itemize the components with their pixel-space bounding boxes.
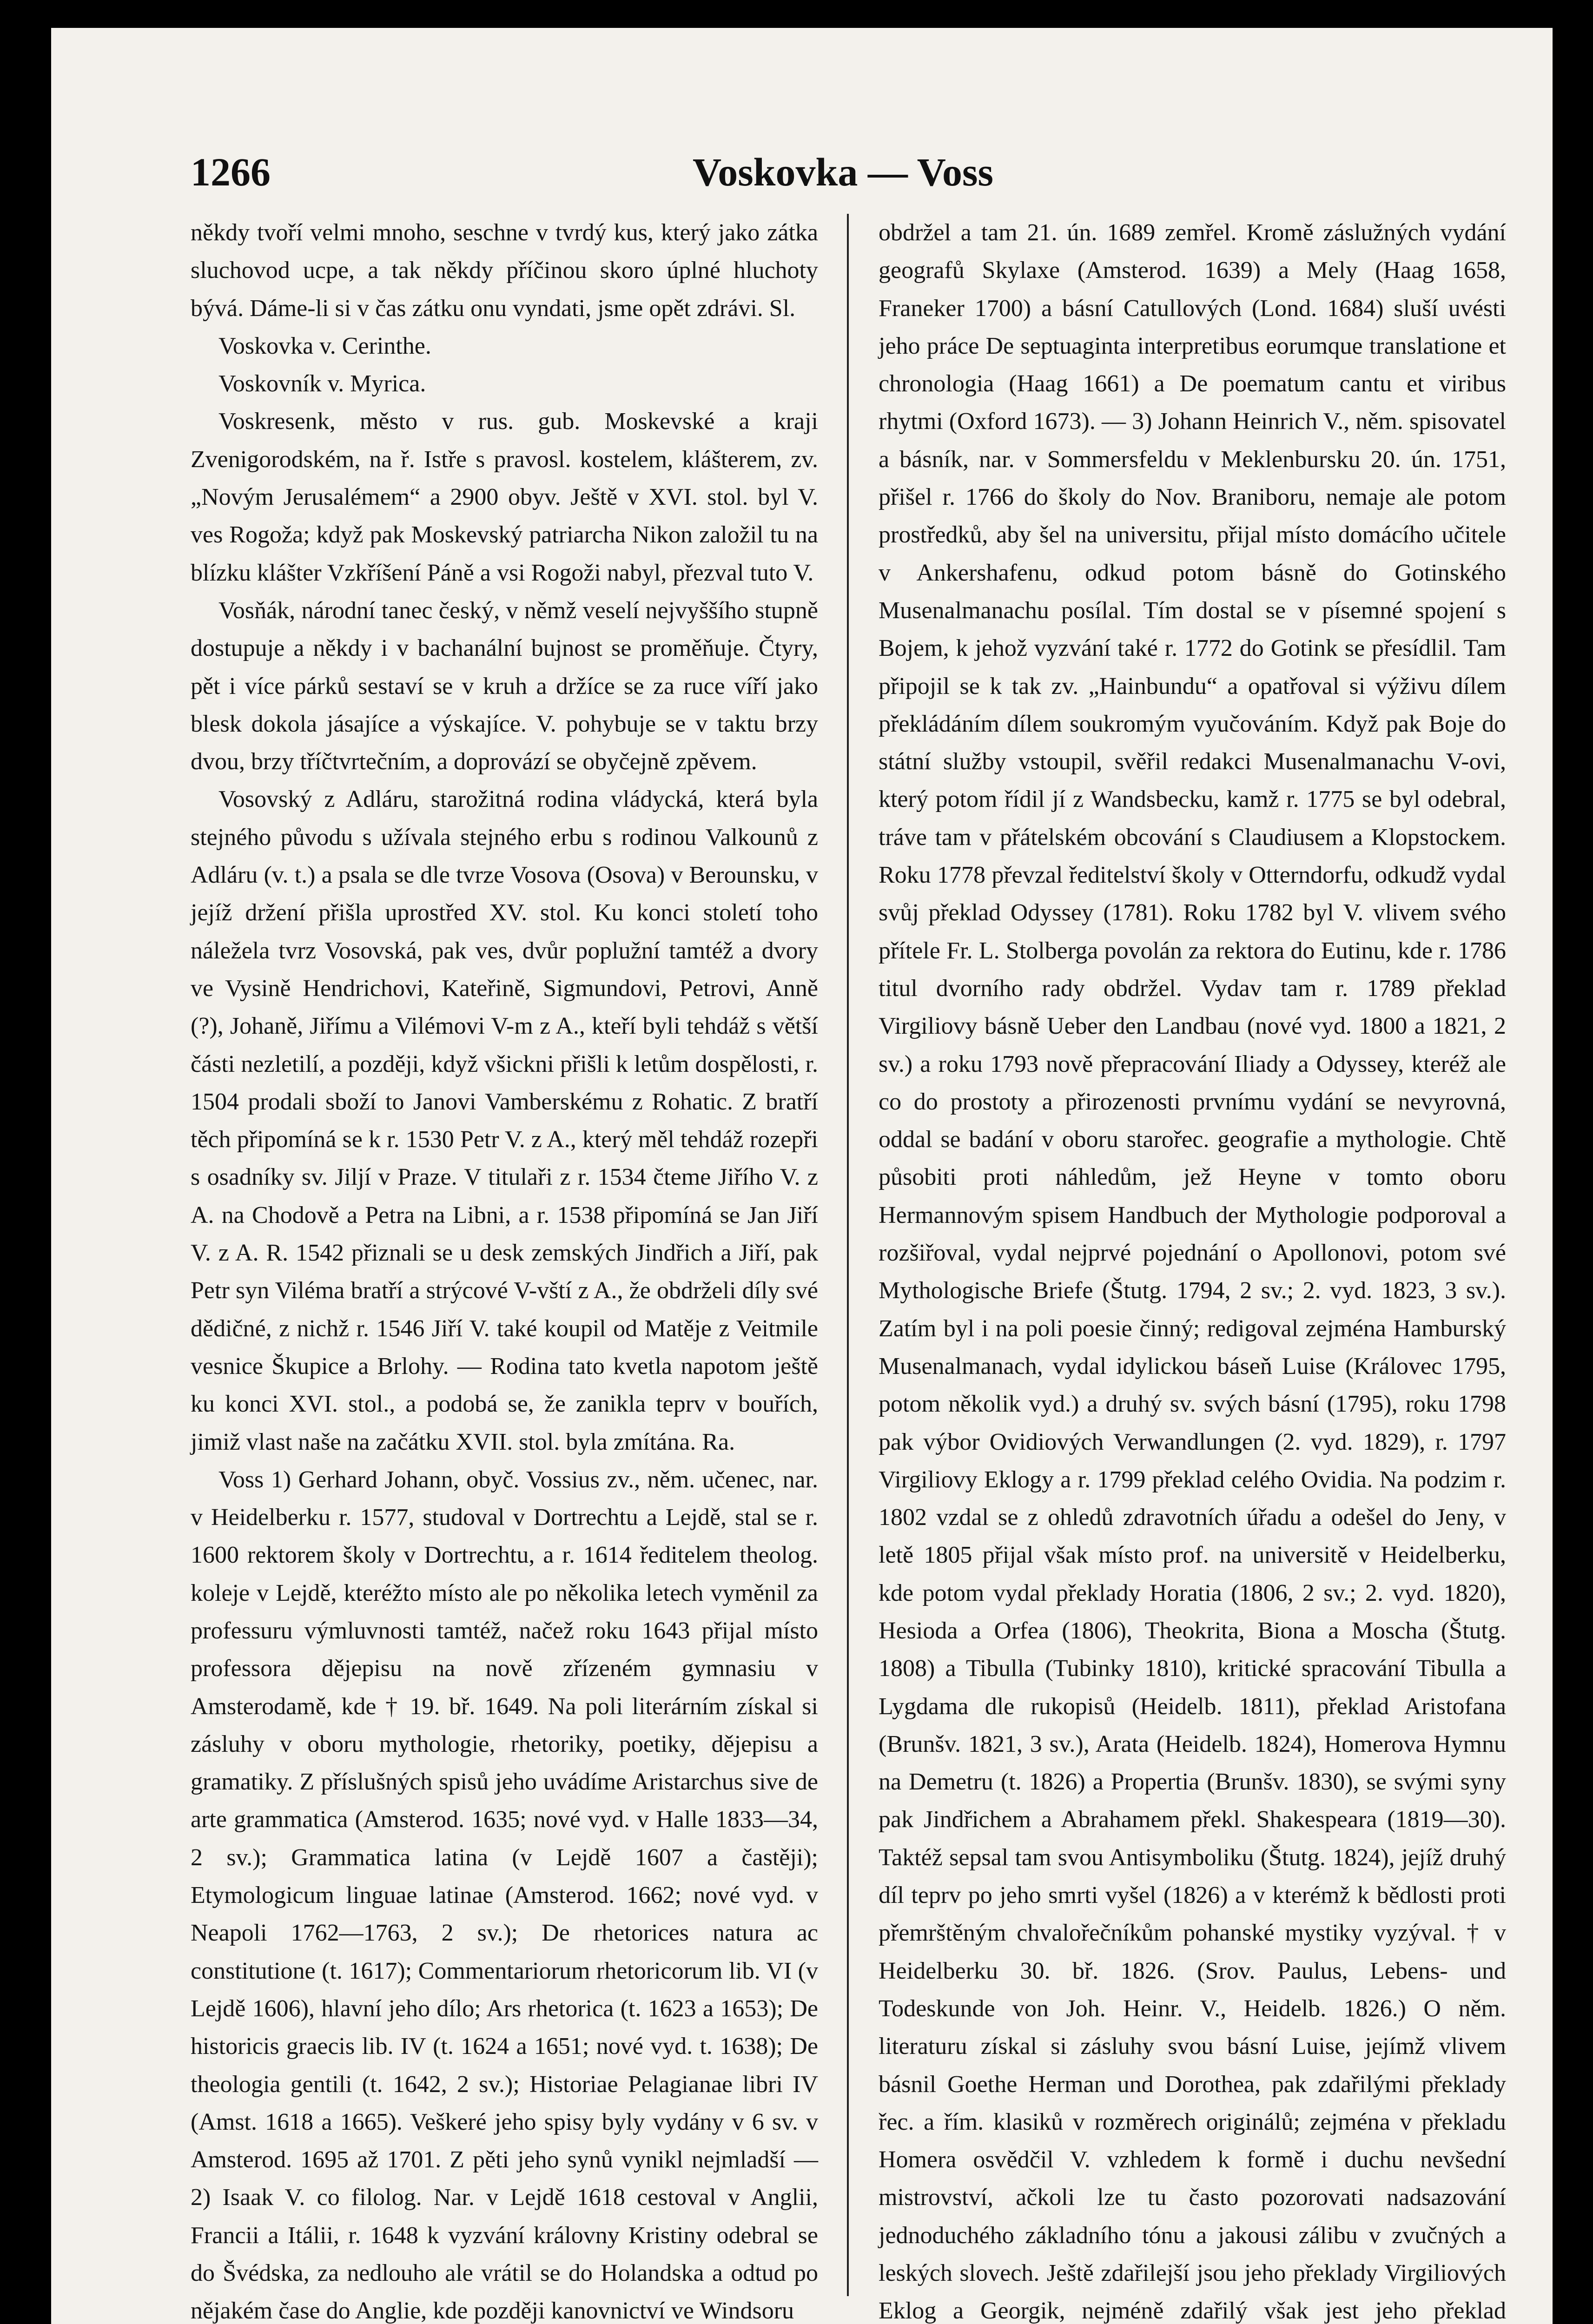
paragraph-continuation: někdy tvoří velmi mnoho, seschne v tvrdý kus, který jako zátka sluchovod ucpe, a tak někdy příčinou skoro úplné hluchoty bývá. Dáme-li si v čas zátku onu vyndati, jsme opět zdrávi. Sl. (191, 219, 818, 322)
entry-voskresensk: Voskresenk, město v rus. gub. Moskevské a kraji Zvenigorodském, na ř. Istře s pravosl. kostelem, klášterem, zv. „Novým Jerusalémem“ a 2900 obyv. Ještě v XVI. stol. byl V. ves Rogoža; když pak Moskevský patriarcha Nikon založil tu na blízku klášter Vzkříšení Páně a vsi Rogoži nabyl, přezval tuto V. (191, 408, 818, 586)
entry-voskovnik: Voskovník v. Myrica. (218, 370, 426, 397)
text-columns (191, 214, 1520, 2324)
paragraph-continuation-right: obdržel a tam 21. ún. 1689 zemřel. Kromě záslužných vydání geografů Skylaxe (Amsterod. 1639) a Mely (Haag 1658, Franeker 1700) a básní Catullových (Lond. 1684) sluší uvésti jeho práce De septuaginta interpretibus eorumque translatione et chronologia (Haag 1661) a De poematum cantu et viribus rhytmi (Oxford 1673). — 3) Johann Heinrich V., něm. spisovatel a básník, nar. v Sommersfeldu v Meklenbursku 20. ún. 1751, přišel r. 1766 do školy do Nov. Braniboru, nemaje ale potom prostředků, aby šel na universitu, přijal místo domácího učitele v Ankershafenu, odkud potom básně do Gotinského Musenalmanachu posílal. Tím dostal se v písemné spojení s Bojem, k jehož vyzvání také r. 1772 do Gotink se přesídlil. Tam připojil se k tak zv. „Hainbundu“ a opatřoval si výživu dílem překládáním dílem soukromým vyučováním. Když pak Boje do státní služby vstoupil, svěřil redakci Musenalmanachu V-ovi, který potom řídil jí z Wandsbecku, kamž r. 1775 se byl odebral, tráve tam v přátelském obcování s Claudiusem a Klopstockem. Roku 1778 převzal ředitelství školy v Otterndorfu, odkudž vydal svůj překlad Odyssey (1781). Roku 1782 byl V. vlivem svého přítele Fr. L. Stolberga povolán za rektora do Eutinu, kde r. 1786 titul dvorního rady obdržel. Vydav tam r. 1789 překlad Virgiliovy básně Ueber den Landbau (nové vyd. 1800 a 1821, 2 sv.) a roku 1793 nově přepracování Iliady a Odyssey, kteréž ale co do prostoty a přirozenosti prvnímu vydání se nevyrovná, oddal se badání v oboru starořec. geografie a mythologie. Chtě působiti proti náhledům, jež Heyne v tomto oboru Hermannovým spisem Handbuch der Mythologie podporoval a rozšiřoval, vydal nejprvé pojednání o Apollonovi, potom své Mythologische Briefe (Štutg. 1794, 2 sv.; 2. vyd. 1823, 3 sv.). Zatím byl i na poli poesie činný; redigoval zejména Hamburský Musenalmanach, vydal idylickou báseň Luise (Královec 1795, potom několik vyd.) a druhý sv. svých básní (1795), roku 1798 pak výbor Ovidiových Verwandlungen (2. vyd. 1829), r. 1797 Virgiliovy Eklogy a r. 1799 překlad celého Ovidia. Na podzim r. 1802 vzdal se z ohledů zdravotních úřadu a odešel do Jeny, v letě 1805 přijal však místo prof. na universitě v Heidelberku, kde potom vydal překlady Horatia (1806, 2 sv.; 2. vyd. 1820), Hesioda a Orfea (1806), Theokrita, Biona a Moscha (Štutg. 1808) a Tibulla (Tubinky 1810), kritické spracování Tibulla a Lygdama dle rukopisů (Heidelb. 1811), překlad Aristofana (Brunšv. 1821, 3 sv.), Arata (Heidelb. 1824), Homerova Hymnu na Demetru (t. 1826) a Propertia (Brunšv. 1830), se svými syny pak Jindřichem a Abrahamem překl. Shakespeara (1819—30). Taktéž sepsal tam svou Antisymboliku (Štutg. 1824), jejíž druhý díl teprv po jeho smrti vyšel (1826) a v kterémž k bědlosti proti přemrštěným chvalořečníkům pohanské mystiky vyzýval. † v Heidelberku 30. bř. 1826. (Srov. Paulus, Lebens- und Todeskunde von Joh. Heinr. V., Heidelb. 1826.) O něm. literaturu získal si zásluhy svou básní Luise, jejímž vlivem básnil Goethe Herman und Dorothea, pak zdařilými překlady řec. a řím. klasiků v rozměrech originálů; zejména v překladu Homera osvědčil V. vzhledem k formě i duchu nevšední mistrovství, ačkoli lze tu často pozorovati nadsazování jednoduchého základního tónu a jakousi zálibu v zvučných a leských slovech. Ještě zdařilejší jsou jeho překlady Virgiliových Eklog a Georgik, nejméně zdařilý však jest jeho překlad (879, 219, 1506, 2324)
entry-voskovka: Voskovka v. Cerinthe. (218, 332, 431, 359)
entry-voss: Voss 1) Gerhard Johann, obyč. Vossius zv., něm. učenec, nar. v Heidelberku r. 1577, studoval v Dortrechtu a Lejdě, stal se r. 1600 rektorem školy v Dortrechtu, a r. 1614 ředitelem theolog. koleje v Lejdě, kteréžto místo ale po několika letech vyměnil za professuru výmluvnosti tamtéž, načež roku 1643 přijal místo professora dějepisu na nově zřízeném gymnasiu v Amsterodamě, kde † 19. bř. 1649. Na poli literárním získal si zásluhy v oboru mythologie, rhetoriky, poetiky, dějepisu a gramatiky. Z příslušných spisů jeho uvádíme Aristarchus sive de arte grammatica (Amsterod. 1635; nové vyd. v Halle 1833—34, 2 sv.); Grammatica latina (v Lejdě 1607 a častěji); Etymologicum linguae latinae (Amsterod. 1662; nové vyd. v Neapoli 1762—1763, 2 sv.); De rhetorices natura ac constitutione (t. 1617); Commentariorum rhetoricorum lib. VI (v Lejdě 1606), hlavní jeho dílo; Ars rhetorica (t. 1623 a 1653); De historicis graecis lib. IV (t. 1624 a 1651; nové vyd. t. 1638); De theologia gentili (t. 1642, 2 sv.); Historiae Pelagianae libri IV (Amst. 1618 a 1665). Veškeré jeho spisy byly vydány v 6 sv. v Amsterod. 1695 až 1701. Z pěti jeho synů vynikl nejmladší — 2) Isaak V. co filolog. Nar. v Lejdě 1618 cestoval v Anglii, Francii a Itálii, r. 1648 k vyzvání královny Kristiny odebral se do Švédska, za nedlouho ale vrátil se do Holandska a odtud po nějakém čase do Anglie, kde později kanovnictví ve Windsoru (191, 1466, 818, 2324)
right-column (879, 214, 1506, 2324)
page-number: 1266 (191, 150, 271, 194)
entry-vosovsky: Vosovský z Adláru, starožitná rodina vládycká, která byla stejného původu s užívala stejného erbu s rodinou Valkounů z Adláru (v. t.) a psala se dle tvrze Vosova (Osova) v Berounsku, v jejíž držení přišla uprostřed XV. stol. Ku konci století toho náležela tvrz Vosovská, pak ves, dvůr poplužní tamtéž a dvory ve Vysině Hendrichovi, Kateřině, Sigmundovi, Petrovi, Anně (?), Johaně, Jiřímu a Vilémovi V-m z A., kteří byli tehdáž s větší části nezletilí, a později, když všickni přišli k letům dospělosti, r. 1504 prodali sboží to Janovi Vamberskému z Rohatic. Z bratří těch připomíná se k r. 1530 Petr V. z A., který měl tehdáž rozepři s osadníky sv. Jiljí v Praze. V titulaři z r. 1534 čteme Jiřího V. z A. na Chodově a Petra na Libni, a r. 1538 připomíná se Jan Jiří V. z A. R. 1542 přiznali se u desk zemských Jindřich a Jiří, pak Petr syn Viléma bratří a strýcové V-vští z A., že obdrželi díly své dědičné, z nichž r. 1546 Jiří V. také koupil od Matěje z Veitmile vesnice Škupice a Brlohy. — Rodina tato kvetla napotom ještě ku konci XVI. stol., a podobá se, že zanikla teprv v bouřích, jimiž vlast naše na začátku XVII. stol. byla zmítána. Ra. (191, 786, 818, 1455)
scanned-page (51, 28, 1553, 2324)
page-header (191, 139, 1511, 205)
entry-vosnak: Vosňák, národní tanec český, v němž veselí nejvyššího stupně dostupuje a někdy i v bachanální bujnost se proměňuje. Čtyry, pět i více párků sestaví se v kruh a držíce se za ruce víří jako blesk dokola jásajíce a výskajíce. V. pohybuje se v taktu brzy dvou, brzy tříčtvrtečním, a doprovází se obyčejně zpěvem. (191, 597, 818, 775)
left-column (191, 214, 818, 2324)
column-divider (847, 214, 849, 2296)
running-head: Voskovka — Voss (693, 150, 993, 194)
